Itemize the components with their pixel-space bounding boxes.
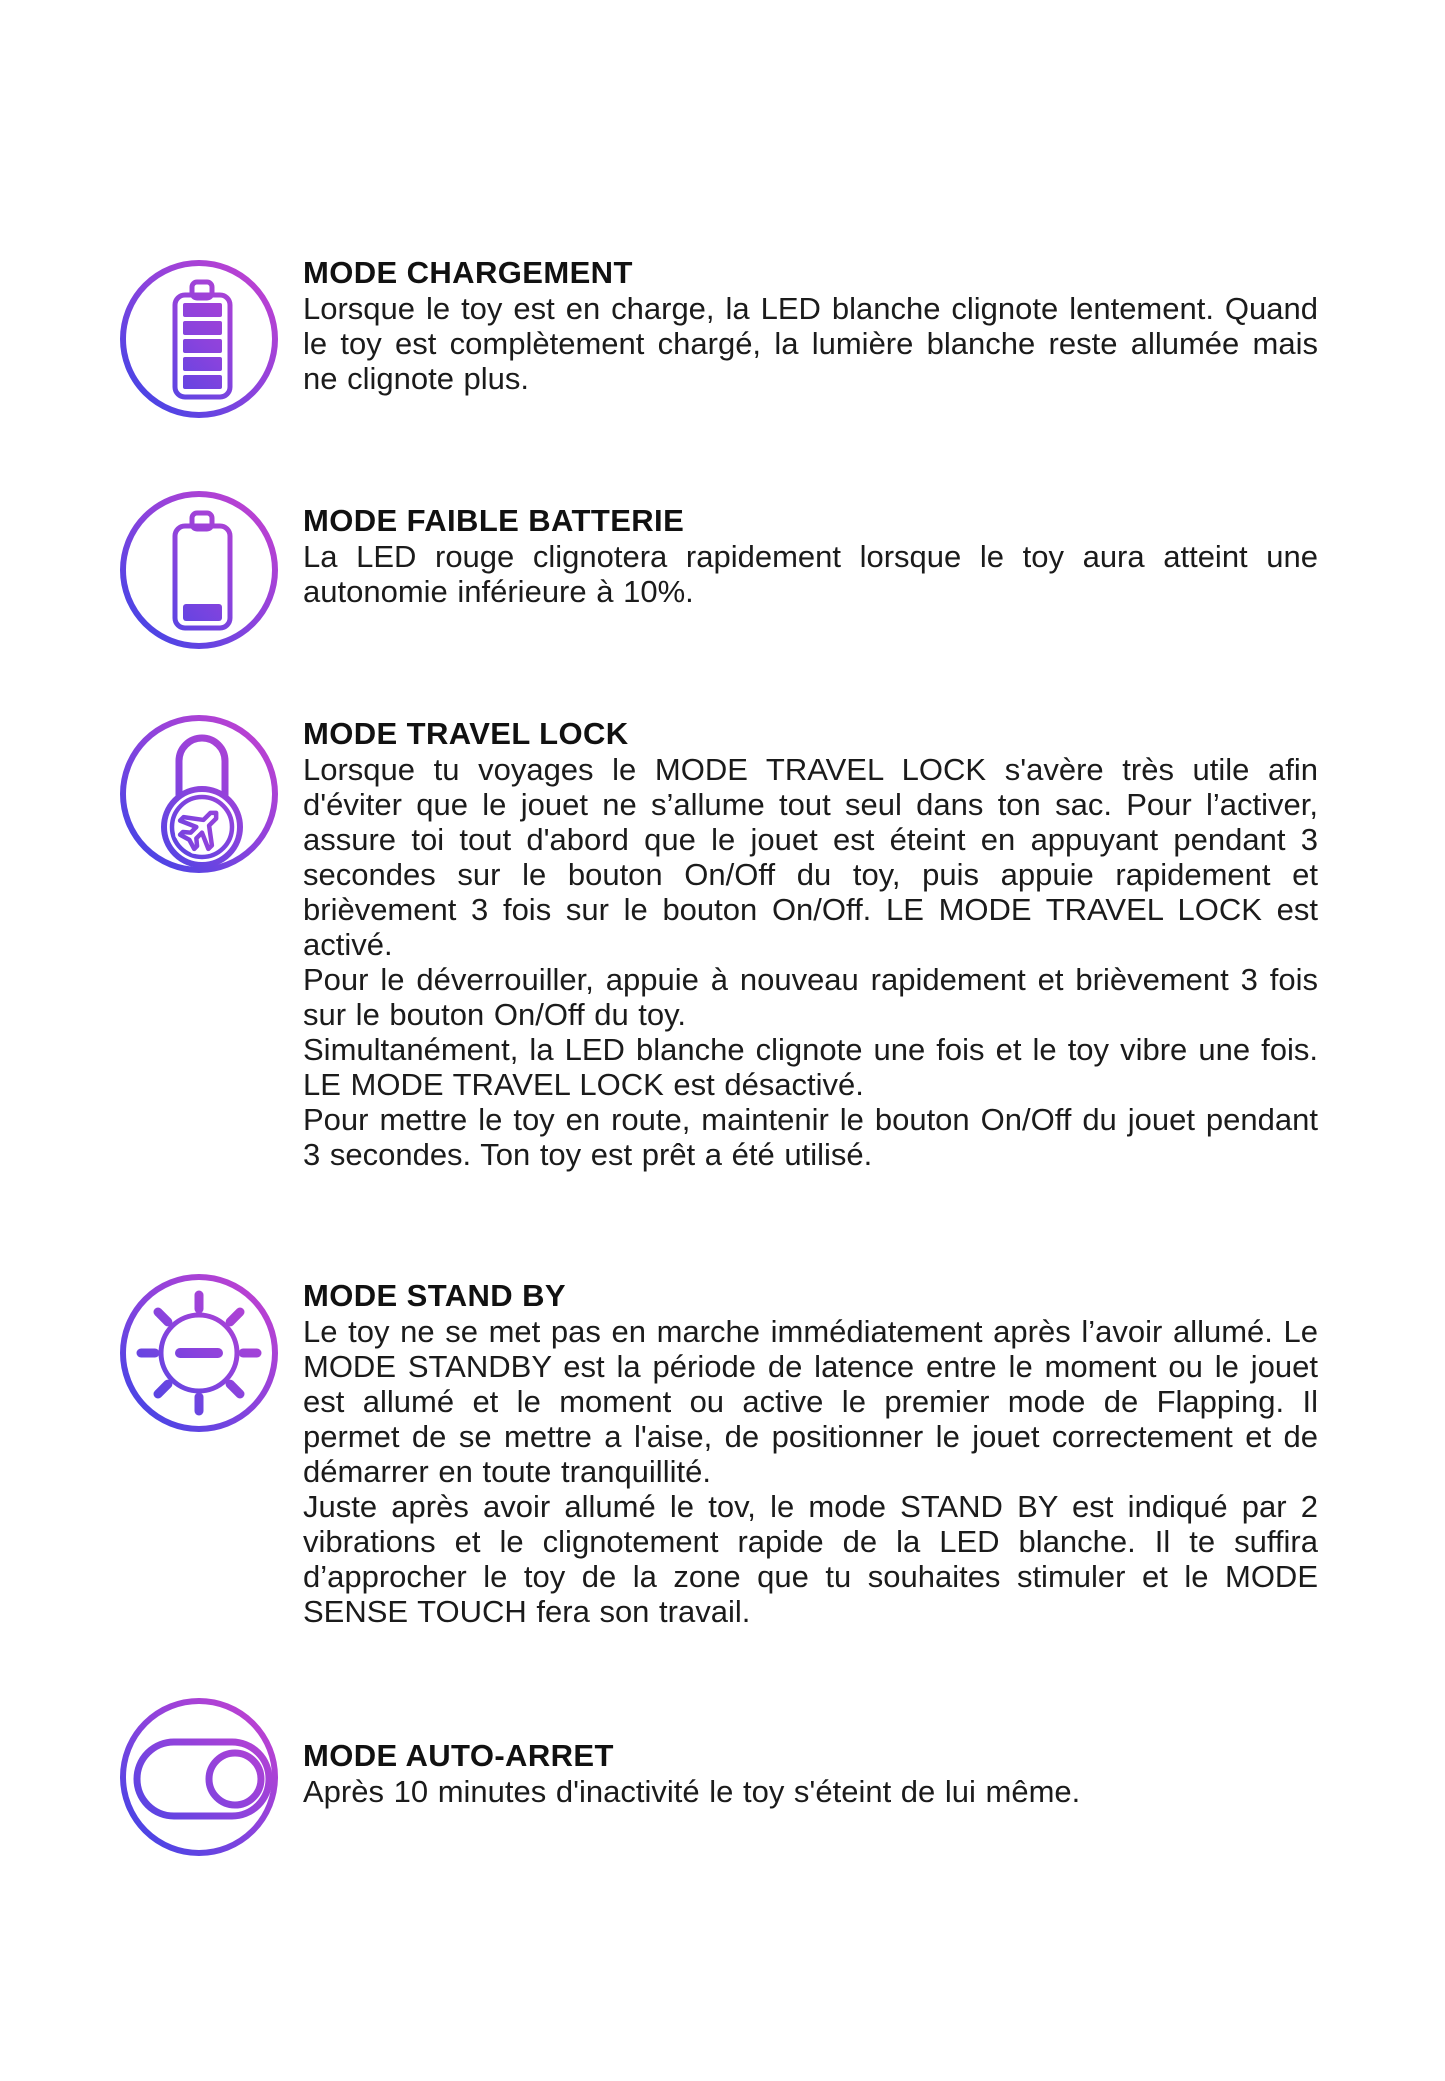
section-title: MODE FAIBLE BATTERIE xyxy=(303,503,685,538)
section-title: MODE TRAVEL LOCK xyxy=(303,716,629,751)
travel-lock-icon xyxy=(119,714,279,874)
section-paragraph: Après 10 minutes d'inactivité le toy s'éteint de lui même. xyxy=(303,1774,1081,1809)
section-text xyxy=(303,255,1318,396)
section-paragraph: Lorsque tu voyages le MODE TRAVEL LOCK s'avère très utile afin d'éviter que le jouet ne s’allume tout seul dans ton sac. Pour l’activer, assure toi tout d'abord que le jouet est éteint en appuyant pendant 3 secondes sur le bouton On/Off du toy, puis appuie rapidement et brièvement 3 fois sur le bouton On/Off. LE MODE TRAVEL LOCK est activé. xyxy=(303,752,1318,962)
section-title: MODE CHARGEMENT xyxy=(303,255,633,290)
section-text xyxy=(303,1278,1318,1629)
section-paragraph: Simultanément, la LED blanche clignote une fois et le toy vibre une fois. LE MODE TRAVEL LOCK est désactivé. xyxy=(303,1032,1318,1102)
section-paragraph: Pour mettre le toy en route, maintenir le bouton On/Off du jouet pendant 3 secondes. Ton toy est prêt a été utilisé. xyxy=(303,1102,1318,1172)
section-paragraph: La LED rouge clignotera rapidement lorsque le toy aura atteint une autonomie inférieure à 10%. xyxy=(303,539,1318,609)
section-title: MODE AUTO-ARRET xyxy=(303,1738,614,1773)
battery-charging-icon xyxy=(119,259,279,419)
standby-brightness-icon xyxy=(119,1273,279,1433)
section-paragraph: Lorsque le toy est en charge, la LED blanche clignote lentement. Quand le toy est complètement chargé, la lumière blanche reste allumée mais ne clignote plus. xyxy=(303,291,1318,396)
section-text xyxy=(303,503,1318,609)
section-paragraph: Le toy ne se met pas en marche immédiatement après l’avoir allumé. Le MODE STANDBY est la période de latence entre le moment ou le jouet est allumé et le moment ou active le premier mode de Flapping. Il permet de se mettre a l'aise, de positionner le jouet correctement et de démarrer en toute tranquillité. xyxy=(303,1314,1318,1489)
battery-low-icon xyxy=(119,490,279,650)
section-text xyxy=(303,716,1318,1172)
section-paragraph: Pour le déverrouiller, appuie à nouveau rapidement et brièvement 3 fois sur le bouton On/Off du toy. xyxy=(303,962,1318,1032)
section-title: MODE STAND BY xyxy=(303,1278,566,1313)
section-paragraph: Juste après avoir allumé le tov, le mode STAND BY est indiqué par 2 vibrations et le clignotement rapide de la LED blanche. Il te suffira d’approcher le toy de la zone que tu souhaites stimuler et le MODE SENSE TOUCH fera son travail. xyxy=(303,1489,1318,1629)
toggle-switch-icon xyxy=(119,1697,279,1857)
section-text xyxy=(303,1738,1318,1809)
